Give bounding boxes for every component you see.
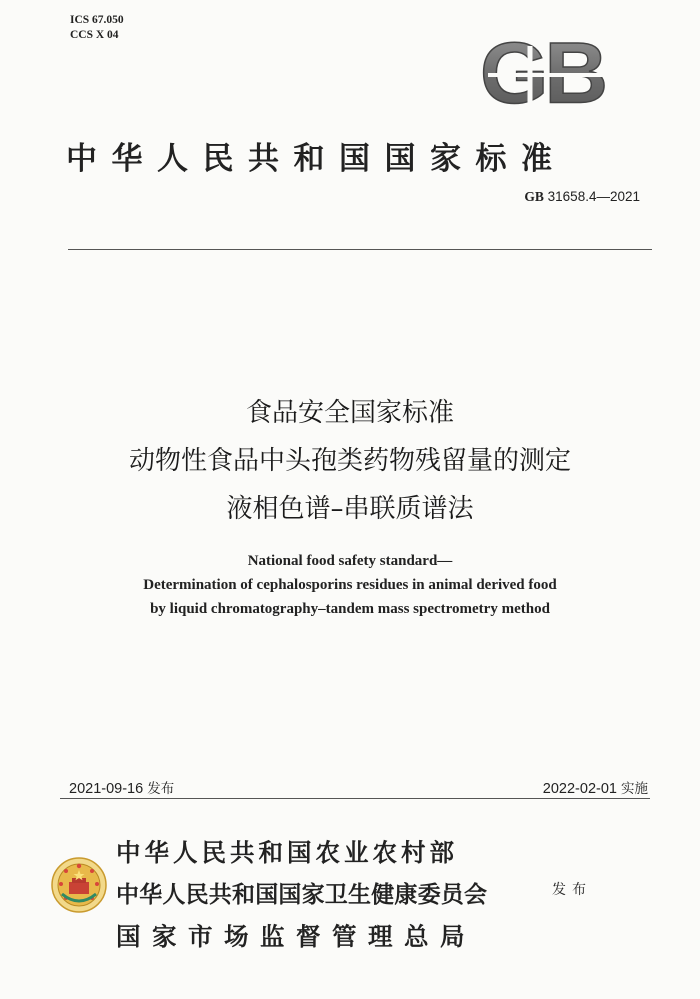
standard-code: 31658.4—2021 [547,189,640,204]
english-title [0,549,700,621]
issuer-ministry-of-agriculture: 中华人民共和国农业农村部 [116,838,458,867]
gb-logo [470,34,614,114]
chinese-title-line-2: 动物性食品中头孢类药物残留量的测定 [128,446,571,476]
chinese-title-line-1: 食品安全国家标准 [245,398,454,428]
issue-date-value: 2021-09-16 [69,781,144,797]
national-emblem-icon [50,856,108,914]
bottom-divider [60,798,650,799]
english-title-line-3: by liquid chromatography–tandem mass spectrometry method [150,601,550,617]
top-divider [68,249,652,250]
chinese-title [0,389,700,533]
issuing-authorities [116,832,487,958]
implementation-date-value: 2022-02-01 [542,781,617,797]
english-title-line-2: Determination of cephalosporins residues in animal derived food [143,577,557,593]
classification-codes [70,13,124,43]
issuer-market-regulation: 国家市场监督管理总局 [116,922,476,951]
issuer-national-health-commission: 中华人民共和国国家卫生健康委员会 [116,881,488,908]
ccs-code: CCS X 04 [70,29,119,41]
implementation-date [543,777,648,797]
issue-date [69,777,174,797]
english-title-line-1: National food safety standard— [247,553,453,569]
issue-date-label: 发布 [147,781,175,797]
chinese-title-line-3: 液相色谱–串联质谱法 [226,494,474,524]
ics-code: ICS 67.050 [70,14,124,26]
gb-logo-text: GB [480,34,604,114]
standard-prefix: GB [524,189,544,204]
implementation-date-label: 实施 [621,781,648,797]
standard-number [524,189,640,205]
country-standard-heading: 中华人民共和国国家标准 [66,141,567,177]
release-label: 发布 [552,882,592,898]
